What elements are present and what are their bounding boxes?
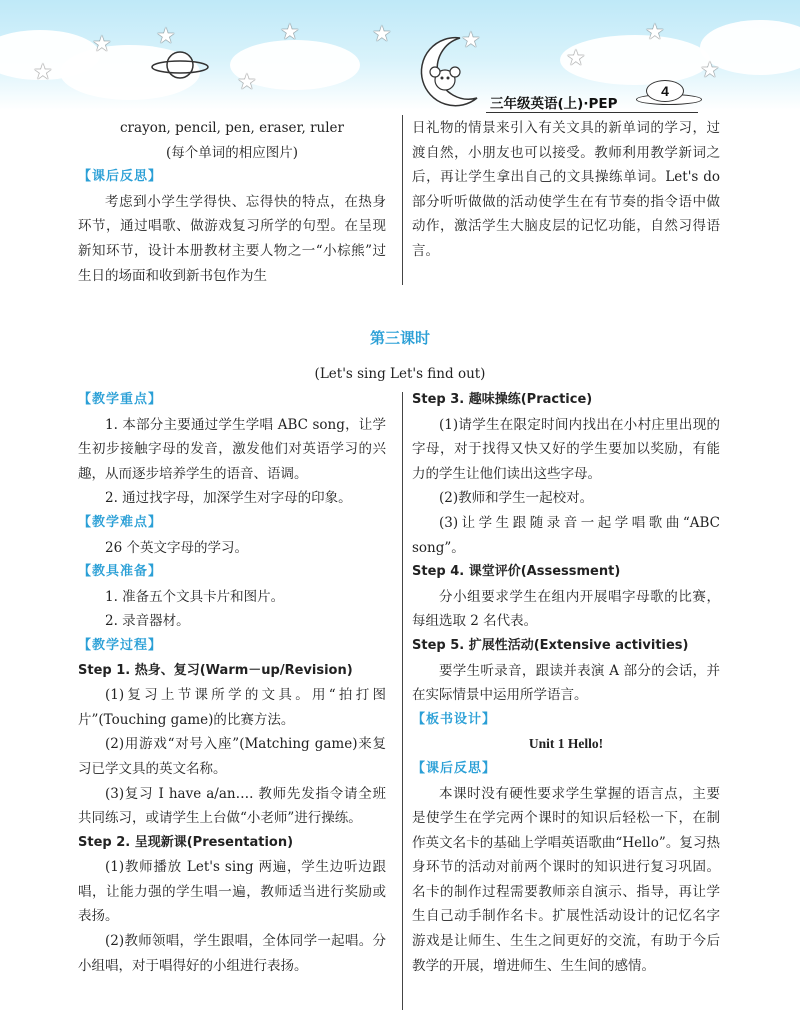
preparation-item: 2. 录音器材。	[105, 613, 190, 630]
book-title: 三年级英语(上)·PEP	[490, 96, 618, 112]
header-rule	[486, 112, 698, 113]
step-item: (2)教师和学生一起校对。	[439, 490, 594, 507]
star-icon: ★	[645, 20, 665, 45]
pictures-note: (每个单词的相应图片)	[165, 144, 299, 161]
top-right-column	[412, 116, 720, 264]
reflection-heading: 【课后反思】	[412, 760, 497, 776]
step-item: (1)复习上节课所学的文具。用“拍打图片”(Touching game)的比赛方法。	[78, 687, 386, 728]
star-icon: ★	[372, 22, 392, 47]
star-icon: ★	[156, 24, 176, 49]
preparation-heading: 【教具准备】	[78, 564, 163, 580]
step-item: (3)复习 I have a/an…. 教师先发指令请全班共同练习，或请学生上台做“小老师”进行操练。	[78, 785, 386, 827]
reflection-paragraph: 考虑到小学生学得快、忘得快的特点，在热身环节，通过唱歌、做游戏复习所学的句型。在呈现新知环节，设计本册教材主要人物之一“小棕熊”过生日的场面和收到新书包作为生	[78, 193, 386, 284]
step-heading: Step 3. 趣味操练(Practice)	[412, 392, 593, 407]
top-left-column	[78, 116, 386, 288]
preparation-item: 1. 准备五个文具卡片和图片。	[105, 588, 285, 605]
page-number: 4	[646, 80, 684, 102]
moon-mascot-icon	[405, 30, 495, 110]
step-heading: Step 4. 课堂评价(Assessment)	[412, 564, 621, 580]
column-divider	[402, 115, 403, 285]
lesson-subtitle: (Let's sing Let's find out)	[314, 366, 486, 382]
step-item: 要学生听录音，跟读并表演 A 部分的会话，并在实际情景中运用所学语言。	[412, 662, 720, 704]
step-item: (2)用游戏“对号入座”(Matching game)来复习已学文具的英文名称。	[78, 736, 386, 777]
board-design-text: Unit 1 Hello!	[528, 736, 604, 752]
star-icon: ★	[33, 60, 53, 85]
star-icon: ★	[237, 70, 257, 95]
reflection-paragraph: 本课时没有硬性要求学生掌握的语言点，主要是使学生在学完两个课时的知识后轻松一下，在制作英文名卡的基础上学唱英语歌曲“Hello”。复习热身环节的活动对前两个课时的知识进行复习巩固。名卡的制作过程需要教师亲自演示、指导，再让学生自己动手制作名卡。扩展性活动设计的记忆名字游戏是让师生、生生之间更好的交流，有助于今后教学的开展，增进师生、生生间的感情。	[412, 785, 720, 974]
reflection-heading: 【课后反思】	[78, 169, 163, 185]
star-icon: ★	[280, 20, 300, 45]
step-item: 分小组要求学生在组内开展唱字母歌的比赛，每组选取 2 名代表。	[412, 588, 720, 630]
left-column	[78, 388, 386, 978]
step-heading: Step 2. 呈现新课(Presentation)	[78, 834, 294, 850]
right-column	[412, 388, 720, 978]
step-heading: Step 1. 热身、复习(Warm－up/Revision)	[78, 662, 353, 678]
step-item: (1)请学生在限定时间内找出在小村庄里出现的字母，对于找得又快又好的学生要加以奖励，有能力的学生让他们读出这些字母。	[412, 416, 720, 482]
lesson-title: 第三课时	[369, 329, 430, 347]
step-item: (2)教师领唱，学生跟唱，全体同学一起唱。分小组唱，对于唱得好的小组进行表扬。	[78, 933, 386, 974]
star-icon: ★	[461, 28, 481, 53]
planet-icon	[150, 46, 210, 84]
board-design-heading: 【板书设计】	[412, 711, 497, 727]
process-heading: 【教学过程】	[78, 637, 163, 653]
difficulty-item: 26 个英文字母的学习。	[105, 539, 248, 556]
star-icon: ★	[566, 46, 586, 71]
step-item: (1)教师播放 Let's sing 两遍，学生边听边跟唱，让能力强的学生唱一遍，教师适当进行奖励或表扬。	[78, 859, 386, 925]
continued-paragraph: 日礼物的情景来引入有关文具的新单词的学习，过渡自然，小朋友也可以接受。教师利用教学新词之后，再让学生拿出自己的文具操练单词。Let's do 部分听听做做的活动使学生在有节奏的指令语中做动作，激活学生大脑皮层的记忆功能，自然习得语言。	[412, 120, 720, 259]
star-icon: ★	[92, 32, 112, 57]
vocabulary-words: crayon, pencil, pen, eraser, ruler	[120, 120, 344, 136]
focus-heading: 【教学重点】	[78, 392, 163, 407]
focus-item: 1. 本部分主要通过学生学唱 ABC song，让学生初步接触字母的发音，激发他们对英语学习的兴趣，从而逐步培养学生的语音、语调。	[78, 416, 386, 482]
star-icon: ★	[700, 58, 720, 83]
focus-item: 2. 通过找字母，加深学生对字母的印象。	[105, 490, 352, 507]
column-divider	[402, 392, 403, 1010]
step-item: (3)让学生跟随录音一起学唱歌曲“ABC song”。	[412, 514, 720, 556]
difficulty-heading: 【教学难点】	[78, 514, 163, 530]
step-heading: Step 5. 扩展性活动(Extensive activities)	[412, 637, 689, 653]
